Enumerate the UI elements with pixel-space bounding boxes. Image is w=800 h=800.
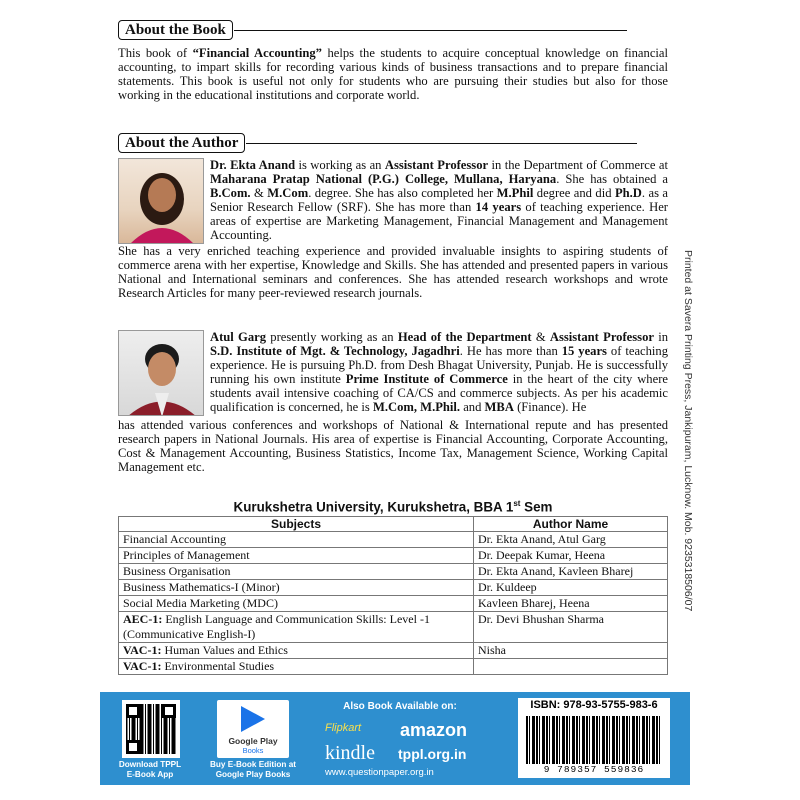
gp-label-line: Buy E-Book Edition at <box>210 760 296 769</box>
tppl-website[interactable]: tppl.org.in <box>398 746 467 762</box>
qr-label-line: E-Book App <box>126 770 174 779</box>
isbn-block <box>518 698 670 778</box>
subject-name: English Language and Communication Skills: Level -1 (Communicative English-I) <box>123 612 430 641</box>
author-cell: Dr. Deepak Kumar, Heena <box>474 548 668 564</box>
subject-name: Business Organisation <box>123 564 231 578</box>
text-bold: M.Phil <box>496 186 534 200</box>
semester-label: Sem <box>520 499 553 515</box>
text-run: . as a Senior Research Fellow (SRF). She has more than <box>210 186 668 214</box>
table-row <box>119 659 668 675</box>
text-run: degree and did <box>533 186 615 200</box>
table-row <box>119 612 668 643</box>
text-bold: B.Com. <box>210 186 251 200</box>
text-run: (Finance). He <box>513 400 587 414</box>
kindle-logo: kindle <box>325 742 375 764</box>
qr-pattern <box>126 704 176 754</box>
subject-name: Financial Accounting <box>123 532 226 546</box>
subject-cell <box>119 548 474 564</box>
table-body <box>119 532 668 675</box>
google-play-badge[interactable] <box>217 700 289 758</box>
text-bold: Maharana Pratap National (P.G.) College, Mullana, Haryana <box>210 172 557 186</box>
text-bold: Prime Institute of Commerce <box>345 372 508 386</box>
author1-bio-rest: She has a very enriched teaching experience and provided invaluable insights to aspiring students of commerce arena with her expertise, Knowledge and Skills. She has attended and presented papers in various National and International seminars and conferences. She has attended research workshops and wrote Research Articles for many peer-reviewed research journals. <box>118 244 668 300</box>
text-bold: Assistant Professor <box>384 158 489 172</box>
subject-cell <box>119 659 474 675</box>
university-title <box>118 499 668 514</box>
about-book-heading: About the Book <box>118 20 233 40</box>
author-cell <box>474 659 668 675</box>
text-run: in the heart of the city where students avail intensive coaching of CA/CS and commerce subjects. As per his academic qualification is concerned, he is <box>210 372 668 414</box>
table-row <box>119 580 668 596</box>
subject-code: AEC-1: <box>123 612 163 626</box>
text-run: . He has more than <box>459 344 562 358</box>
author2-photo <box>118 330 204 416</box>
about-book-paragraph <box>118 46 668 102</box>
flipkart-logo: Flipkart <box>325 722 362 734</box>
footer-banner <box>100 692 690 785</box>
author1-bio-main <box>210 158 668 242</box>
subject-code: VAC-1: <box>123 659 162 673</box>
text-run: of teaching experience. He is pursuing Ph.D. from Desh Bhagat University, Punjab. He is successfully running his own institute <box>210 344 669 386</box>
subject-cell <box>119 532 474 548</box>
header-author-name: Author Name <box>474 517 668 532</box>
qr-corner <box>126 740 140 754</box>
table-row <box>119 564 668 580</box>
text-bold: S.D. Institute of Mgt. & Technology, Jagadhri <box>210 344 460 358</box>
text-bold: M.Com <box>267 186 309 200</box>
printer-info-text: Printed at Savera Printing Press, Jankipuram, Lucknow. Mob. 9235318506/07 <box>682 250 694 612</box>
author1-name: Dr. Ekta Anand <box>210 158 296 172</box>
header-subjects: Subjects <box>119 517 474 532</box>
also-available-title: Also Book Available on: <box>343 701 457 712</box>
subject-name: Social Media Marketing (MDC) <box>123 596 278 610</box>
amazon-logo: amazon <box>400 720 468 740</box>
table-row <box>119 532 668 548</box>
text-bold: 15 years <box>561 344 607 358</box>
subject-cell <box>119 564 474 580</box>
table-row <box>119 548 668 564</box>
subject-cell <box>119 643 474 659</box>
text-bold: Head of the Department <box>397 330 532 344</box>
author-cell: Kavleen Bharej, Heena <box>474 596 668 612</box>
text-run: . degree. She has also completed her <box>308 186 497 200</box>
author2-bio-main <box>210 330 668 414</box>
text-run: and <box>460 400 485 414</box>
qr-label <box>110 760 190 780</box>
text-bold: M.Com, M.Phil. <box>372 400 461 414</box>
author-cell: Dr. Ekta Anand, Atul Garg <box>474 532 668 548</box>
printer-info <box>684 250 704 720</box>
subject-name: Business Mathematics-I (Minor) <box>123 580 280 594</box>
text-run: helps the students to acquire conceptual knowledge on financial accounting, to impart skills for recording various kinds of business transactions and to prepare financial statements. This book is useful not only for students who are pursuing their studies but also for those working in the educational institutions and corporate world. <box>118 46 668 102</box>
author-cell: Dr. Devi Bhushan Sharma <box>474 612 668 643</box>
google-play-sub: Books <box>242 746 264 755</box>
about-author-heading: About the Author <box>118 133 245 153</box>
table-header-row <box>119 517 668 532</box>
subjects-table <box>118 516 668 675</box>
text-run: of teaching experience. Her areas of expertise are Marketing Management, Financial Management and Management Accounting. <box>210 200 668 242</box>
barcode-digits: 9 789357 559836 <box>543 764 645 775</box>
ordinal-suffix: st <box>513 499 521 508</box>
qr-label-line: Download TPPL <box>118 760 182 769</box>
text-run: in <box>653 330 668 344</box>
author-cell: Dr. Ekta Anand, Kavleen Bharej <box>474 564 668 580</box>
author2-bio-rest: has attended various conferences and workshops of National & International repute and has presented research papers in National Journals. His area of expertise is Financial Accounting, Corporate Accounting, Cost & Management Accounting, Business Statistics, Income Tax, Management Science, Working Capital Management etc. <box>118 418 668 474</box>
subject-cell <box>119 612 474 643</box>
subject-cell <box>119 596 474 612</box>
questionpaper-website[interactable]: www.questionpaper.org.in <box>325 767 434 778</box>
google-play-books-icon <box>241 706 265 732</box>
google-play-title: Google Play <box>228 736 278 746</box>
gp-label-line: Google Play Books <box>215 770 291 779</box>
text-bold: Assistant Professor <box>549 330 654 344</box>
text-bold: Ph.D <box>614 186 642 200</box>
table-row <box>119 643 668 659</box>
isbn-number: ISBN: 978-93-5755-983-6 <box>530 699 658 711</box>
author-cell: Nisha <box>474 643 668 659</box>
author1-photo <box>118 158 204 244</box>
text-run: in the Department of Commerce at <box>488 158 668 172</box>
text-run: & <box>250 186 268 200</box>
subject-cell <box>119 580 474 596</box>
subject-name: Human Values and Ethics <box>161 643 288 657</box>
barcode-icon <box>526 716 662 764</box>
book-title-bold: “Financial Accounting” <box>192 46 322 60</box>
author-cell: Dr. Kuldeep <box>474 580 668 596</box>
university-name: Kurukshetra University, Kurukshetra, BBA 1 <box>233 499 514 515</box>
author2-name: Atul Garg <box>210 330 267 344</box>
text-bold: 14 years <box>475 200 522 214</box>
qr-corner <box>162 704 176 718</box>
text-run: This book of <box>118 46 193 60</box>
qr-corner <box>126 704 140 718</box>
subject-name: Environmental Studies <box>161 659 275 673</box>
qr-code[interactable] <box>122 700 180 758</box>
google-play-label <box>204 760 302 780</box>
text-run: . She has obtained a <box>556 172 669 186</box>
text-run: & <box>531 330 550 344</box>
table-row <box>119 596 668 612</box>
subject-code: VAC-1: <box>123 643 162 657</box>
text-run: presently working as an <box>266 330 398 344</box>
text-run: is working as an <box>295 158 385 172</box>
text-bold: MBA <box>484 400 514 414</box>
subject-name: Principles of Management <box>123 548 250 562</box>
